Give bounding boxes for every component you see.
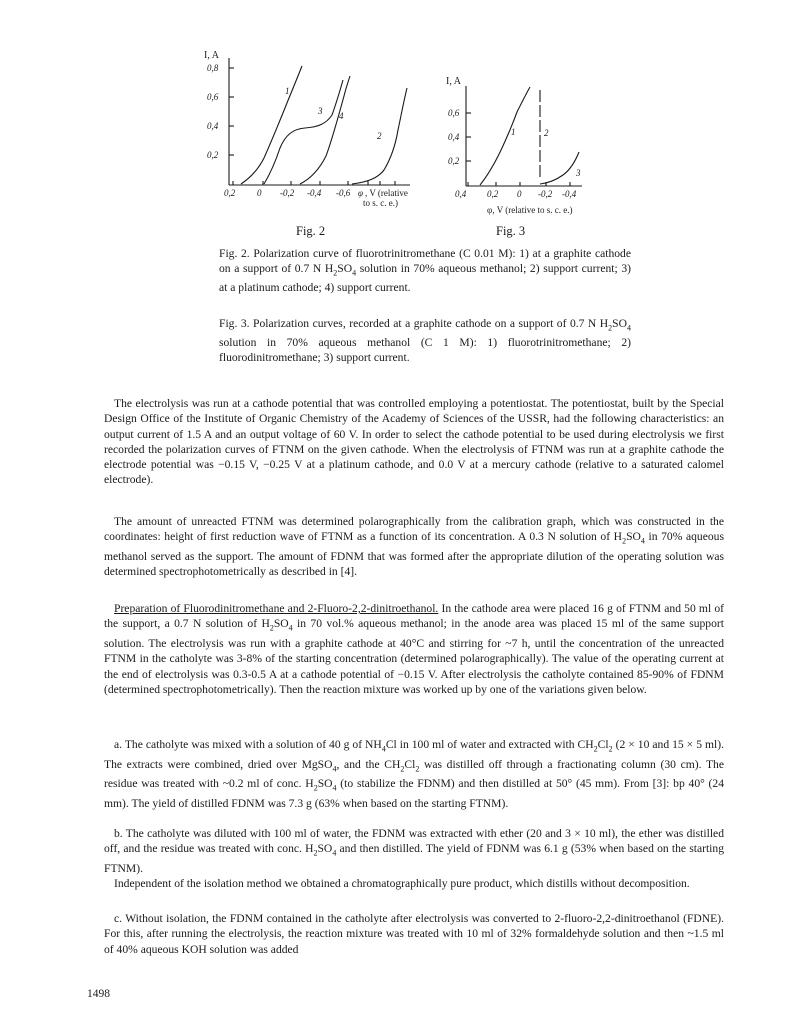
- fig3-xtick-label: -0,4: [562, 189, 577, 199]
- fig2-curve-1: [241, 66, 302, 184]
- fig2-ytick-label: 0,4: [207, 121, 219, 131]
- paragraph-text: c. Without isolation, the FDNM contained in the catholyte after electrolysis was converted to 2-fluoro-2,2-dinitroethanol (FDNE). For this, after running the electrolysis, the reaction mixture was treated with 10 ml of 32% formaldehyde solution and then ~1.5 ml of 40% aqueous KOH solution was added: [104, 912, 724, 956]
- section-heading: Preparation of Fluorodinitromethane and 2-Fluoro-2,2-dinitroethanol.: [114, 602, 439, 615]
- fig2-ytick-label: 0,6: [207, 92, 219, 102]
- fig3-curve-label: 1: [511, 127, 516, 137]
- fig2-ytick-label: 0,8: [207, 63, 219, 73]
- fig2-xtick-label: -0,2: [280, 188, 295, 198]
- figures-svg: [0, 0, 807, 260]
- fig2-phi-symbol: φ: [358, 188, 363, 198]
- fig3-ytick-label: 0,6: [448, 108, 460, 118]
- paragraph-text: b. The catholyte was diluted with 100 ml of water, the FDNM was extracted with ether (20 and 3 × 10 ml), the ether was distilled off, and the residue was treated with conc. $H_2SO_4$ and then distilled. The yield of FDNM was 6.1 g (53% when based on the starting FTNM).: [104, 827, 724, 875]
- paragraph-electrolysis: [104, 396, 724, 488]
- fig3-label: Fig. 3: [496, 224, 526, 238]
- paragraph-text: Independent of the isolation method we obtained a chromatographically pure product, which distills without decomposition.: [114, 877, 690, 890]
- paragraph-variation-a: [104, 737, 724, 811]
- fig3-xtick-label: 0,2: [487, 189, 499, 199]
- paragraph-text: a. The catholyte was mixed with a solution of 40 g of $NH_4Cl$ in 100 ml of water and extracted with $CH_2Cl_2$ (2 × 10 and 15 × 5 ml). The extracts were combined, dried over MgSO$_4$, and the $CH_2Cl_2$ was distilled off through a fractionating column (30 cm). The residue was treated with ~0.2 ml of conc. $H_2SO_4$ (to stabilize the FDNM) and then distilled at 50° (45 mm). From [3]: bp 40° (24 mm). The yield of distilled FDNM was 7.3 g (63% when based on the starting FTNM).: [104, 738, 724, 810]
- fig2-curve-label: 1: [285, 86, 290, 96]
- fig2-x-axis-label: , V (relative: [365, 188, 408, 198]
- fig2-plot: [204, 50, 410, 208]
- fig2-caption: Fig. 2. Polarization curve of fluorotrinitromethane (C 0.01 M): 1) at a graphite cathode on a support of 0.7 N $H_2SO_4$ solution in 70% aqueous methanol; 2) support current; 3) at a platinum cathode; 4) support current.: [219, 247, 631, 295]
- fig2-x-axis-label-2: to s. c. e.): [363, 198, 398, 208]
- fig3-caption: Fig. 3. Polarization curves, recorded at a graphite cathode on a support of 0.7 N $H_2SO_4$ solution in 70% aqueous methanol (C 1 M): 1) fluorotrinitromethane; 2) fluorodinitromethane; 3) support current.: [219, 317, 631, 365]
- fig3-xtick-label: 0,4: [455, 189, 467, 199]
- paragraph-independent: [104, 876, 724, 891]
- fig3-curve-3: [540, 152, 579, 184]
- paragraph-text: The amount of unreacted FTNM was determined polarographically from the calibration graph, which was constructed in the coordinates: height of first reduction wave of FTNM as a function of its concentration. A 0.3 N solution of $H_2SO_4$ in 70% aqueous methanol served as the support. The amount of FDNM that was formed after the appropriate dilution of the operating solution was determined spectrophotometrically as described in [4].: [104, 515, 724, 579]
- fig2-label: Fig. 2: [296, 224, 326, 238]
- fig3-ytick-label: 0,4: [448, 132, 460, 142]
- fig2-xtick-label: 0,2: [224, 188, 236, 198]
- fig2-curve-label: 2: [377, 131, 382, 141]
- paragraph-ftnm-determination: [104, 514, 724, 580]
- paragraph-preparation: [104, 601, 724, 697]
- fig3-x-axis-label: φ, V (relative to s. c. e.): [487, 205, 573, 215]
- fig3-curve-label: 3: [576, 168, 581, 178]
- fig2-xtick-label: -0,4: [307, 188, 322, 198]
- fig3-curve-label: 2: [544, 128, 549, 138]
- fig2-xtick-label: 0: [257, 188, 262, 198]
- fig3-plot: [446, 76, 582, 215]
- fig2-ytick-label: 0,2: [207, 150, 219, 160]
- paragraph-variation-c: [104, 911, 724, 957]
- fig2-curve-3: [264, 80, 343, 184]
- fig2-curve-4: [300, 76, 350, 184]
- fig3-xtick-label: -0,2: [538, 189, 553, 199]
- paragraph-variation-b: [104, 826, 724, 876]
- paragraph-text: In the cathode area were placed 16 g of FTNM and 50 ml of the support, a 0.7 N solution of $H_2SO_4$ in 70 vol.% aqueous methanol; in the anode area was placed 15 ml of the same support solution. The electrolysis was run with a graphite cathode at 40°C and stirring for ~7 h, until the concentration of the unreacted FTNM in the catholyte was 3-8% of the starting concentration (determined polarographically). The value of the operating current at the end of electrolysis was 0.3-0.5 A at a cathode potential of −0.15 V. After electrolysis the catholyte contained 85-90% of FDNM (determined spectrophotometrically). Then the reaction mixture was worked up by one of the variations given below.: [104, 602, 724, 696]
- fig3-ytick-label: 0,2: [448, 156, 460, 166]
- paragraph-text: The electrolysis was run at a cathode potential that was controlled employing a potentiostat. The potentiostat, built by the Special Design Office of the Institute of Organic Chemistry of the Academy of Sciences of the USSR, had the following characteristics: an output current of 1.5 A and an output voltage of 60 V. In order to select the cathode potential to be used during electrolysis we first recorded the polarization curves of FTNM on the given cathode. When the electrolysis of FTNM was run at a graphite cathode the electrode potential was −0.15 V, −0.25 V at a platinum cathode, and 0.0 V at a mercury cathode (relative to a saturated calomel electrode).: [104, 397, 724, 487]
- fig3-y-axis-label: I, A: [446, 76, 461, 87]
- fig2-y-axis-label: I, A: [204, 50, 219, 61]
- fig2-curve-label: 3: [318, 106, 323, 116]
- fig3-curve-1: [480, 87, 530, 185]
- fig3-xtick-label: 0: [517, 189, 522, 199]
- fig2-curve-label: 4: [339, 111, 344, 121]
- fig2-xtick-label: -0,6: [336, 188, 351, 198]
- page-number: 1498: [87, 988, 110, 1000]
